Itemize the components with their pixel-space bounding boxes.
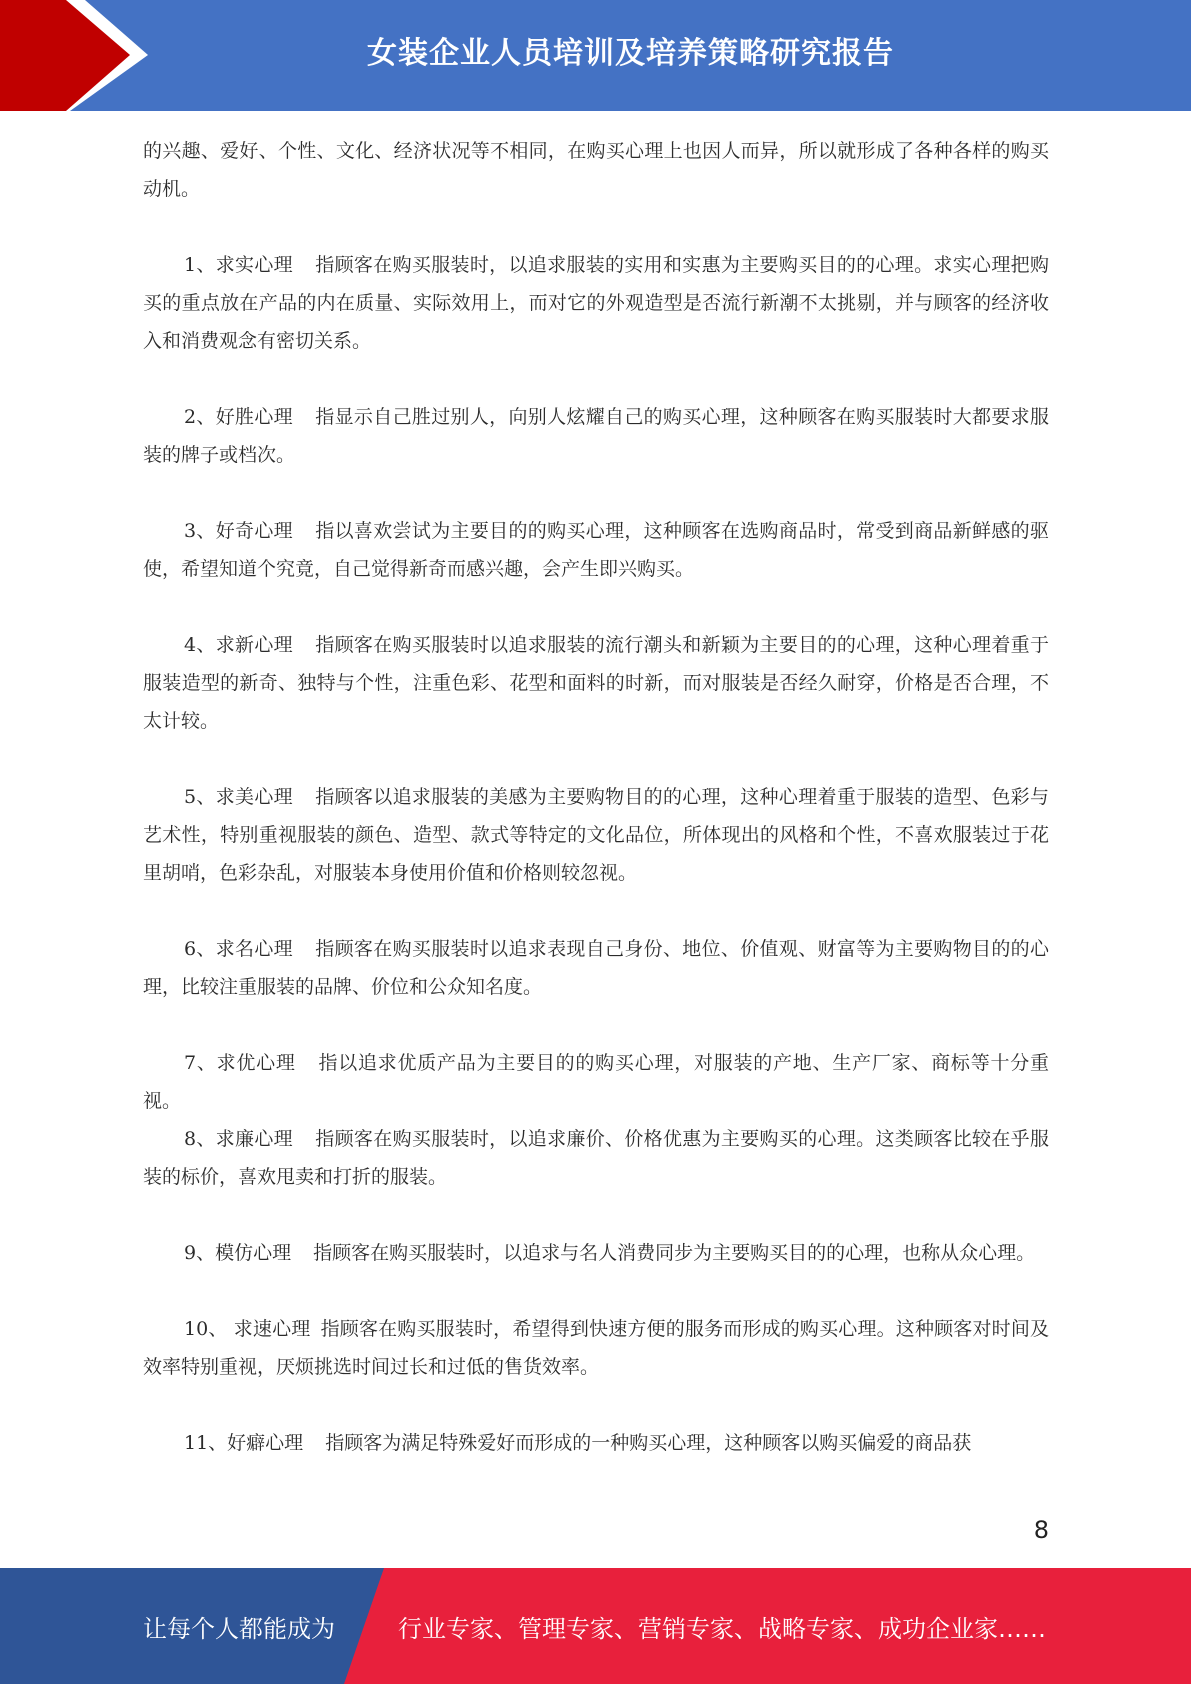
paragraph-item-5 xyxy=(143,778,1049,892)
item-label: 1、求实心理 xyxy=(184,254,293,276)
paragraph-item-3 xyxy=(143,512,1049,588)
item-label: 9、模仿心理 xyxy=(184,1242,292,1264)
item-label: 5、求美心理 xyxy=(184,786,293,808)
footer-band xyxy=(0,1568,1191,1684)
item-text: 指顾客以追求服装的美感为主要购物目的的心理，这种心理着重于服装的造型、色彩与艺术性，特别重视服装的颜色、造型、款式等特定的文化品位，所体现出的风格和个性，不喜欢服装过于花里胡哨，色彩杂乱，对服装本身使用价值和价格则较忽视。 xyxy=(143,786,1049,884)
header-band xyxy=(0,0,1191,111)
item-text: 指以喜欢尝试为主要目的的购买心理，这种顾客在选购商品时，常受到商品新鲜感的驱使，希望知道个究竟，自己觉得新奇而感兴趣，会产生即兴购买。 xyxy=(143,520,1049,580)
paragraph-item-8 xyxy=(143,1120,1049,1196)
footer-slogan-left: 让每个人都能成为 xyxy=(143,1614,335,1643)
paragraph-item-11 xyxy=(143,1424,1049,1462)
item-label: 8、求廉心理 xyxy=(184,1128,293,1150)
item-label: 7、求优心理 xyxy=(184,1052,296,1074)
item-text: 指以追求优质产品为主要目的的购买心理，对服装的产地、生产厂家、商标等十分重视。 xyxy=(143,1052,1049,1112)
item-text: 指显示自己胜过别人，向别人炫耀自己的购买心理，这种顾客在购买服装时大都要求服装的牌子或档次。 xyxy=(143,406,1049,466)
item-text: 指顾客在购买服装时，以追求服装的实用和实惠为主要购买目的的心理。求实心理把购买的重点放在产品的内在质量、实际效用上，而对它的外观造型是否流行新潮不太挑剔，并与顾客的经济收入和消费观念有密切关系。 xyxy=(143,254,1049,352)
item-text: 指顾客在购买服装时，希望得到快速方便的服务而形成的购买心理。这种顾客对时间及效率特别重视，厌烦挑选时间过长和过低的售货效率。 xyxy=(143,1318,1049,1378)
document-title: 女装企业人员培训及培养策略研究报告 xyxy=(367,36,894,71)
paragraph-item-4 xyxy=(143,626,1049,740)
document-body xyxy=(143,132,1049,1462)
item-text: 指顾客在购买服装时，以追求与名人消费同步为主要购买目的的心理，也称从众心理。 xyxy=(313,1242,1036,1264)
item-label: 10、 求速心理 xyxy=(184,1318,311,1340)
item-label: 6、求名心理 xyxy=(184,938,293,960)
item-label: 4、求新心理 xyxy=(184,634,293,656)
page-number: 8 xyxy=(1033,1516,1049,1544)
footer-slogan-right: 行业专家、管理专家、营销专家、战略专家、成功企业家…… xyxy=(398,1614,1046,1643)
intro-paragraph: 的兴趣、爱好、个性、文化、经济状况等不相同，在购买心理上也因人而异，所以就形成了各种各样的购买动机。 xyxy=(143,140,1049,200)
item-text: 指顾客为满足特殊爱好而形成的一种购买心理，这种顾客以购买偏爱的商品获 xyxy=(325,1432,972,1454)
paragraph-item-9 xyxy=(143,1234,1049,1272)
item-label: 3、好奇心理 xyxy=(184,520,293,542)
paragraph-item-1 xyxy=(143,246,1049,360)
paragraph-item-7 xyxy=(143,1044,1049,1120)
item-text: 指顾客在购买服装时以追求服装的流行潮头和新颖为主要目的的心理，这种心理着重于服装造型的新奇、独特与个性，注重色彩、花型和面料的时新，而对服装是否经久耐穿，价格是否合理，不太计较。 xyxy=(143,634,1049,732)
header-arrow-decoration xyxy=(0,0,160,111)
paragraph-item-10 xyxy=(143,1310,1049,1386)
paragraph-item-2 xyxy=(143,398,1049,474)
paragraph-item-6 xyxy=(143,930,1049,1006)
item-text: 指顾客在购买服装时以追求表现自己身份、地位、价值观、财富等为主要购物目的的心理，比较注重服装的品牌、价位和公众知名度。 xyxy=(143,938,1049,998)
item-text: 指顾客在购买服装时，以追求廉价、价格优惠为主要购买的心理。这类顾客比较在乎服装的标价，喜欢甩卖和打折的服装。 xyxy=(143,1128,1049,1188)
item-label: 2、好胜心理 xyxy=(184,406,293,428)
item-label: 11、好癖心理 xyxy=(184,1432,304,1454)
